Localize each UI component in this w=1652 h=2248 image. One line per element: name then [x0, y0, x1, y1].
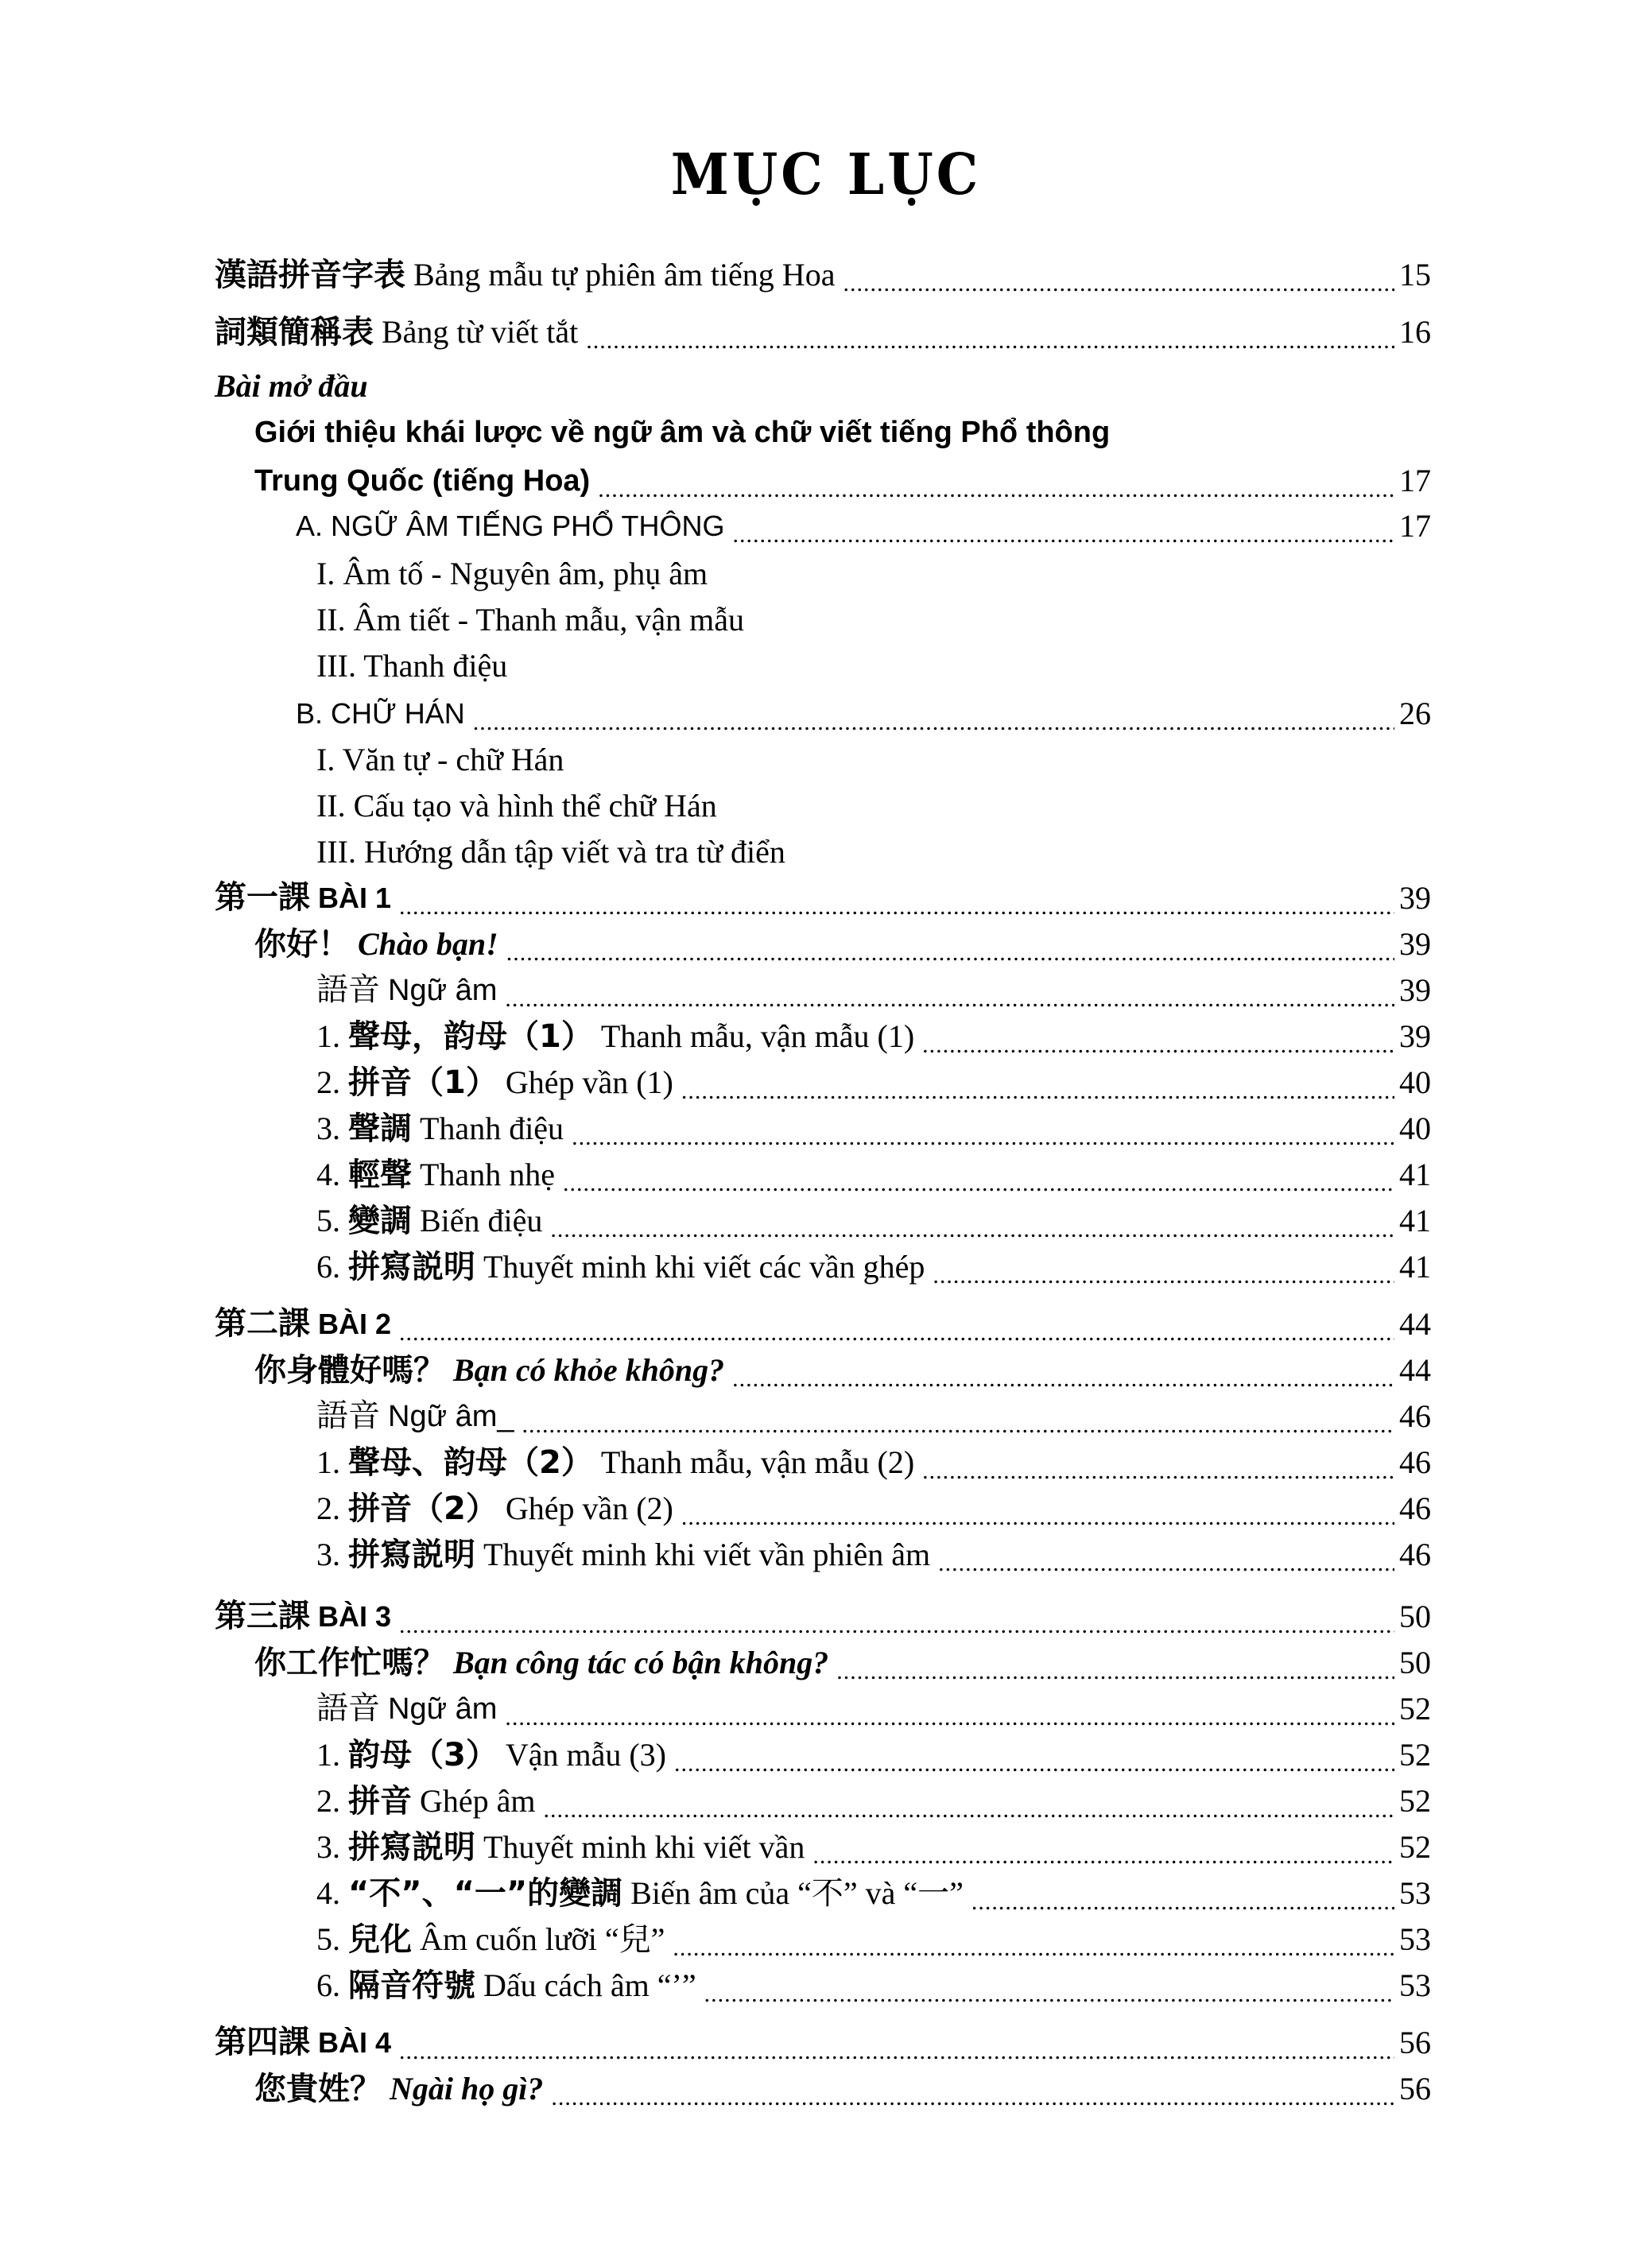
- section-label: Bài mở đầu: [215, 368, 368, 404]
- entry-title: Giới thiệu khái lược về ngữ âm và chữ viết tiếng Phổ thông: [254, 416, 1111, 449]
- toc-intro-heading-line1[interactable]: [215, 409, 1431, 453]
- toc-lesson-item[interactable]: [215, 1531, 1431, 1576]
- entry-title: Ghép vần (1): [505, 1064, 673, 1100]
- entry-title: A. NGỮ ÂM TIẾNG PHỔ THÔNG: [296, 510, 725, 542]
- page-number: 53: [1399, 1875, 1431, 1911]
- entry-chinese: 詞類簡稱表: [215, 314, 374, 351]
- toc-lesson-item[interactable]: [215, 1870, 1431, 1914]
- dot-leader: [971, 1873, 1394, 1914]
- dot-leader: [673, 1919, 1394, 1960]
- toc-lesson-1[interactable]: 第一課 BÀI 1 ..... 39: [215, 874, 1431, 919]
- entry-title: Thuyết minh khi viết vần: [483, 1829, 805, 1865]
- page-number: 26: [1399, 696, 1431, 731]
- entry-chinese: 韵母（3）: [348, 1737, 498, 1773]
- dot-leader: [732, 1350, 1394, 1391]
- page-number: 17: [1399, 508, 1431, 544]
- toc-lesson-item[interactable]: [215, 1243, 1431, 1288]
- entry-title: Ghép âm: [420, 1783, 536, 1819]
- item-number: 6.: [316, 1249, 340, 1285]
- toc-subitem[interactable]: III. Hướng dẫn tập viết và tra từ điển: [316, 834, 785, 870]
- page-number: 41: [1399, 1249, 1431, 1285]
- item-number: 2.: [316, 1064, 340, 1100]
- dot-leader: [922, 1442, 1394, 1483]
- entry-chinese: 聲調: [348, 1110, 412, 1147]
- entry-title: Ghép vần (2): [505, 1490, 673, 1526]
- toc-lesson-4-text[interactable]: 您貴姓？ Ngài họ gì? ..... 56: [215, 2065, 1431, 2110]
- page-number: 15: [1399, 257, 1431, 293]
- item-number: 6.: [316, 1967, 340, 2003]
- page-number: 52: [1399, 1691, 1431, 1727]
- entry-chinese: 拼寫説明: [348, 1249, 475, 1285]
- item-number: 1.: [316, 1737, 340, 1773]
- dot-leader: [933, 1246, 1394, 1288]
- entry-chinese: “不”、“一”的變調: [348, 1875, 623, 1912]
- entry-title: Biến điệu: [420, 1203, 543, 1238]
- entry-chinese: 輕聲: [348, 1157, 412, 1193]
- dot-leader: [572, 1108, 1394, 1149]
- dot-leader: [681, 1062, 1394, 1103]
- entry-title: Thanh mẫu, vận mẫu (1): [600, 1018, 915, 1054]
- toc-subitem[interactable]: II. Âm tiết - Thanh mẫu, vận mẫu: [316, 602, 745, 638]
- page-number: 46: [1399, 1444, 1431, 1480]
- page-number: 39: [1399, 972, 1431, 1008]
- entry-title: Vận mẫu (3): [505, 1737, 666, 1773]
- toc-lesson-1-phonetics[interactable]: 語音 Ngữ âm ..... 39: [215, 967, 1431, 1011]
- toc-lesson-item[interactable]: [215, 1059, 1431, 1103]
- item-number: 1.: [316, 1018, 340, 1054]
- page-number: 52: [1399, 1829, 1431, 1865]
- item-number: 3.: [316, 1110, 340, 1146]
- item-number: 4.: [316, 1157, 340, 1192]
- page-number: 56: [1399, 2025, 1431, 2060]
- page-number: 52: [1399, 1737, 1431, 1773]
- entry-chinese: 變調: [348, 1203, 412, 1239]
- toc-lesson-3-text[interactable]: 你工作忙嗎？ Bạn công tác có bận không? ..... 50: [215, 1639, 1431, 1684]
- entry-chinese: 漢語拼音字表: [215, 257, 405, 293]
- toc-entry-pinyin-table[interactable]: [215, 251, 1431, 296]
- toc-lesson-item[interactable]: [215, 1824, 1431, 1868]
- toc-lesson-3-phonetics[interactable]: 語音 Ngữ âm ..... 52: [215, 1685, 1431, 1730]
- toc-lesson-item[interactable]: [215, 1777, 1431, 1822]
- toc-lesson-item[interactable]: [215, 1151, 1431, 1196]
- dot-leader: [506, 924, 1394, 965]
- page-number: 46: [1399, 1537, 1431, 1572]
- dot-leader: [812, 1827, 1394, 1868]
- page-number: 53: [1399, 1921, 1431, 1957]
- dot-leader: [938, 1534, 1394, 1576]
- dot-leader: [399, 878, 1394, 919]
- entry-chinese: 拼音: [348, 1783, 412, 1820]
- item-number: 3.: [316, 1829, 340, 1865]
- toc-lesson-1-text[interactable]: 你好！ Chào bạn! ..... 39: [215, 921, 1431, 965]
- toc-subitem[interactable]: I. Âm tố - Nguyên âm, phụ âm: [316, 556, 708, 591]
- dot-leader: [843, 254, 1394, 296]
- entry-title: Biến âm của “不” và “一”: [630, 1875, 964, 1911]
- dot-leader: [922, 1016, 1394, 1057]
- dot-leader: [505, 1688, 1394, 1730]
- toc-intro-heading-line2[interactable]: [215, 457, 1431, 502]
- dot-leader: [399, 1596, 1394, 1638]
- item-number: 2.: [316, 1783, 340, 1819]
- page-title: MỤC LỤC: [670, 140, 982, 208]
- entry-chinese: 拼音（2）: [348, 1490, 498, 1527]
- page-number: 40: [1399, 1110, 1431, 1146]
- dot-leader: [399, 2022, 1394, 2064]
- dot-leader: [704, 1965, 1394, 2006]
- dot-leader: [836, 1642, 1394, 1684]
- toc-subitem[interactable]: III. Thanh điệu: [316, 648, 508, 684]
- entry-title: Thanh nhẹ: [420, 1157, 555, 1192]
- entry-title: Thanh điệu: [420, 1110, 564, 1146]
- page-number: 44: [1399, 1352, 1431, 1388]
- toc-entry-section-a[interactable]: [215, 502, 1431, 547]
- page-number: 56: [1399, 2071, 1431, 2107]
- toc-lesson-3[interactable]: 第三課 BÀI 3 ..... 50: [215, 1593, 1431, 1638]
- dot-leader: [551, 2068, 1394, 2110]
- page-number: 52: [1399, 1783, 1431, 1819]
- item-number: 4.: [316, 1875, 340, 1911]
- dot-leader: [550, 1200, 1394, 1242]
- dot-leader: [473, 693, 1394, 734]
- dot-leader: [544, 1781, 1394, 1822]
- entry-title: Trung Quốc (tiếng Hoa): [254, 464, 591, 498]
- page-number: 50: [1399, 1599, 1431, 1634]
- item-number: 5.: [316, 1921, 340, 1957]
- entry-chinese: 聲母、韵母（2）: [348, 1444, 593, 1481]
- page-number: 46: [1399, 1490, 1431, 1526]
- item-number: 1.: [316, 1444, 340, 1480]
- dot-leader: [598, 460, 1394, 502]
- dot-leader: [681, 1488, 1394, 1529]
- toc-subitem[interactable]: I. Văn tự - chữ Hán: [316, 742, 564, 777]
- entry-title: Bảng từ viết tắt: [382, 314, 579, 350]
- page-number: 44: [1399, 1306, 1431, 1342]
- page-number: 17: [1399, 463, 1431, 498]
- page-number: 39: [1399, 880, 1431, 916]
- entry-chinese: 拼寫説明: [348, 1829, 475, 1866]
- entry-title: Bảng mẫu tự phiên âm tiếng Hoa: [413, 257, 836, 293]
- page-number: 41: [1399, 1157, 1431, 1192]
- dot-leader: [522, 1396, 1395, 1437]
- entry-chinese: 拼音（1）: [348, 1064, 498, 1101]
- item-number: 5.: [316, 1203, 340, 1238]
- page-number: 39: [1399, 926, 1431, 962]
- dot-leader: [732, 506, 1394, 547]
- toc-lesson-item[interactable]: [215, 1197, 1431, 1242]
- entry-chinese: 兒化: [348, 1921, 412, 1958]
- page-number: 41: [1399, 1203, 1431, 1238]
- toc-lesson-item[interactable]: [215, 1105, 1431, 1149]
- dot-leader: [563, 1154, 1394, 1196]
- entry-title: Thanh mẫu, vận mẫu (2): [600, 1444, 915, 1480]
- item-number: 3.: [316, 1537, 340, 1572]
- toc-subitem[interactable]: II. Cấu tạo và hình thể chữ Hán: [316, 788, 717, 824]
- toc-lesson-2-text[interactable]: 你身體好嗎？ Bạn có khỏe không? ..... 44: [215, 1347, 1431, 1391]
- dot-leader: [586, 312, 1394, 353]
- toc-lesson-2-phonetics[interactable]: 語音 Ngữ âm_ ..... 46: [215, 1393, 1431, 1437]
- entry-chinese: 聲母，韵母（1）: [348, 1018, 593, 1055]
- toc-lesson-item[interactable]: [215, 1485, 1431, 1529]
- entry-title: B. CHỮ HÁN: [296, 697, 465, 730]
- toc-entry-abbreviations[interactable]: [215, 308, 1431, 353]
- page-number: 53: [1399, 1967, 1431, 2003]
- dot-leader: [505, 970, 1394, 1011]
- entry-chinese: 拼寫説明: [348, 1537, 475, 1573]
- entry-title: Âm cuốn lưỡi “兒”: [420, 1921, 665, 1957]
- entry-title: Thuyết minh khi viết vần phiên âm: [483, 1537, 931, 1572]
- item-number: 2.: [316, 1490, 340, 1526]
- entry-title: Dấu cách âm “’”: [483, 1967, 696, 2003]
- page-number: 39: [1399, 1018, 1431, 1054]
- toc-lesson-item[interactable]: [215, 1962, 1431, 2006]
- toc-lesson-item[interactable]: [215, 1439, 1431, 1483]
- toc-entry-section-b[interactable]: [215, 690, 1431, 734]
- toc-section-intro-label: [215, 362, 1431, 407]
- page-number: 40: [1399, 1064, 1431, 1100]
- toc-lesson-4[interactable]: 第四課 BÀI 4 ..... 56: [215, 2019, 1431, 2064]
- page-number: 46: [1399, 1398, 1431, 1434]
- dot-leader: [399, 1304, 1394, 1345]
- dot-leader: [674, 1734, 1394, 1776]
- toc-lesson-item[interactable]: [215, 1916, 1431, 1960]
- toc-lesson-item[interactable]: [215, 1731, 1431, 1776]
- page-number: 50: [1399, 1645, 1431, 1680]
- page-number: 16: [1399, 314, 1431, 350]
- toc-lesson-2[interactable]: 第二課 BÀI 2 ..... 44: [215, 1300, 1431, 1345]
- toc-lesson-item[interactable]: [215, 1013, 1431, 1057]
- entry-title: Thuyết minh khi viết các vần ghép: [483, 1249, 925, 1285]
- entry-chinese: 隔音符號: [348, 1967, 475, 2004]
